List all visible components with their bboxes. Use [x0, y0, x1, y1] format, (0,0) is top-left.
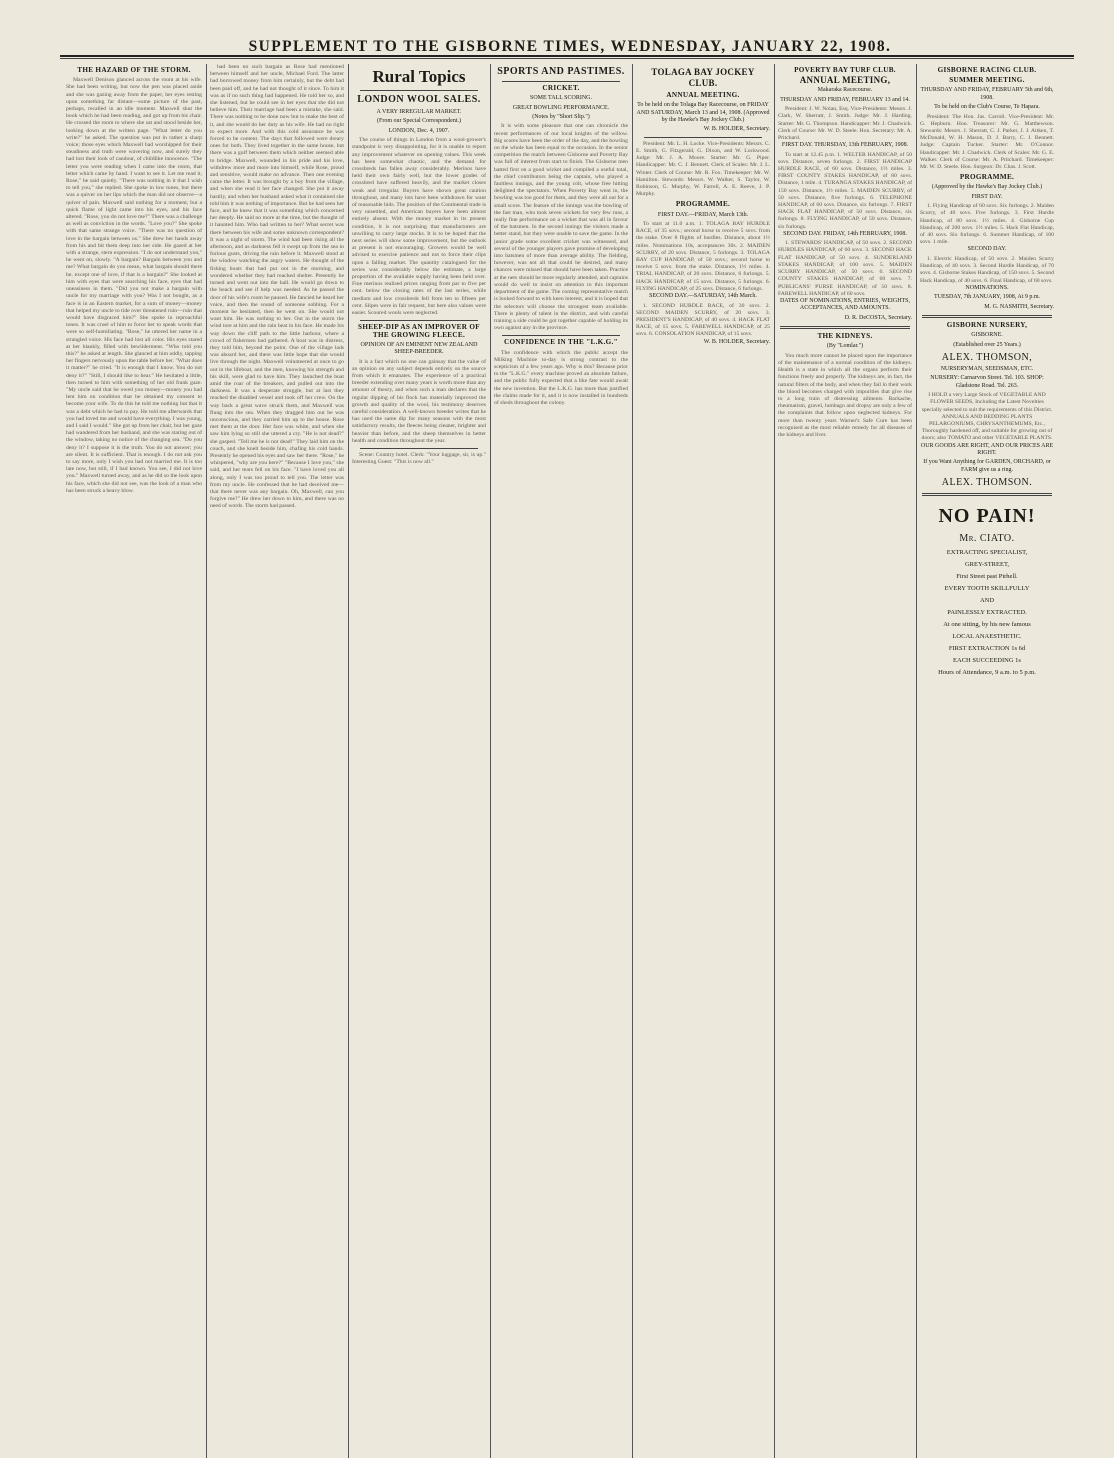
column-rule	[916, 64, 917, 1458]
programme-heading: PROGRAMME.	[959, 173, 1015, 182]
divider	[360, 320, 478, 321]
secretary-signature: W. B. HOLDER, Secretary.	[703, 126, 770, 133]
secretary-signature: D. R. DeCOSTA, Secretary.	[844, 314, 912, 321]
nursery-established: (Established over 25 Years.)	[953, 341, 1021, 348]
column-rule	[490, 64, 491, 1458]
dentist-first-fee: FIRST EXTRACTION 1s 6d	[948, 645, 1026, 653]
masthead-rule	[60, 55, 1074, 57]
cricket-heading: CRICKET.	[542, 84, 580, 92]
race-list: To start at 12.45 p.m. 1. WELTER HANDICAP, of 50 sovs. Distance, seven furlongs. 2. FIRST HANDICAP HURDLE RACE, of 60 sovs. Distance, 1½ miles. 3. FIRST COUNTY STAKES HANDICAP, of 80 sovs. Distance, 1 mile. 4. TURANGA STAKES HANDICAP, of 150 sovs. Distance, 1½ miles. 5. MAIDEN SCURRY, of 50 sovs. Distance, five furlongs. 6. TELEPHONE HANDICAP, of 60 sovs. Distance, six furlongs. 7. FIRST HACK FLAT HANDICAP, of 50 sovs. Distance, six furlongs. 8. FLYING HANDICAP, of 50 sovs. Distance, six furlongs.	[778, 151, 912, 230]
turf-club-heading: POVERTY BAY TURF CLUB.	[794, 66, 896, 74]
dentist-next-fee: EACH SUCCEEDING 1s	[953, 657, 1021, 665]
dentist-claim: EVERY TOOTH SKILLFULLY	[944, 585, 1030, 593]
column-rule	[206, 64, 207, 1458]
nursery-stock: I HOLD a very Large Stock of VEGETABLE AND FLOWER SEEDS, Including the Latest Novelties specially selected to suit the requirements of this District. ANNUALS AND BEDDING PLANTS PELARGONIUMS, CHRYSANTHEMUMS, Etc., Thoroughly hardened off, and suitable for growing out of doors; also TOMATO and other VEGETABLE PLANTS.	[921, 392, 1053, 442]
column-1	[66, 64, 202, 1458]
divider	[502, 81, 620, 82]
masthead: SUPPLEMENT TO THE GISBORNE TIMES, WEDNESDAY, JANUARY 22, 1908.	[248, 38, 892, 55]
divider	[502, 335, 620, 336]
race-list: 1. STEWARDS' HANDICAP, of 50 sovs. 2. SECOND HURDLES HANDICAP, of 60 sovs. 3. SECOND HACK FLAT HANDICAP, of 50 sovs. 4. SUNDERLAND STAKES HANDICAP, of 100 sovs. 5. MAIDEN SCURRY HANDICAP, of 50 sovs. 6. SECOND COUNTY STAKES HANDICAP, of 60 sovs. 7. PUBLICANS' PURSE HANDICAP, of 50 sovs. 8. FAREWELL HANDICAP, of 60 sovs.	[778, 240, 912, 297]
wool-sales-body: The course of things in London from a wool-grower's standpoint is very disappointing, for it is unable to report any improvement whatever on opening values. This week has been somewhat chaotic, and the demand for crossbreds has fallen away considerably. Merinos have held their own fairly well, but the lower grades of crossbred have suffered heavily, and the market closes weak and irregular. Buyers have shown great caution throughout, and many lots have been withdrawn for want of reasonable bids. The position of the Continental trade is very unsettled, and American buyers have been almost entirely absent. With the money market in its present condition, it is not surprising that manufacturers are unwilling to carry large stocks. It is to be hoped that the next series will show some improvement, but the outlook at present is not encouraging. Growers would be well advised to exercise patience and not to force their clips upon a falling market. The quantity catalogued for the series was considerably below the estimate, a large proportion of the available supply having been held over. Fine merinos realised prices ranging from par to five per cent. below the closing rates of the last series, while medium and low crossbreds fell from ten to fifteen per cent. Slipes were in fair request, but here also values were easier. Scoured wools were neglected.	[352, 137, 486, 317]
racing-club-heading: GISBORNE RACING CLUB.	[937, 66, 1037, 74]
race-list: 1. Electric Handicap, of 50 sovs. 2. Maiden Scurry Handicap, of 40 sovs. 3. Second Hurdle Handicap, of 70 sovs. 4. Gisborne Stakes Handicap, of 150 sovs. 5. Second Hack Handicap, of 40 sovs. 6. Final Handicap, of 60 sovs.	[920, 255, 1054, 284]
story-body-continued: had been no such bargain as Rose had mentioned between himself and her uncle, Michael Ford. The latter had borrowed money from him certainly, but the debt had been paid off, and he had not thought of it since. To him it was as if no such thing had happened. He told her so, and she listened, but he could see in her eyes that she did not believe him. Their marriage had been a mistake, she said. There was nothing to be done now but to make the best of it, and she would do her duty as his wife. He had no right to expect more. And with this cold assurance he was forced to be content. The days that followed were dreary ones for both. They lived together in the same house, but there was a gulf between them which neither seemed able to bridge. Maxwell, wounded in his pride and his love, withdrew more and more into himself, while Rose, proud and sensitive, would make no advance. Then one evening came the letter. It was brought by a boy from the village, and when she read it her face changed. She put it away hastily, and when her husband asked what it contained she told him it was nothing of importance. But he had seen her face, and he knew that it was something which concerned her deeply. He said no more at the time, but the thought of it haunted him. Who had written to her? What secret was there between his wife and some unknown correspondent? It was a night of storm. The wind had been rising all the afternoon, and as darkness fell it swept up from the sea in furious gusts, driving the rain before it. Maxwell stood at the window watching the angry waters. He thought of the fishing boats that had put out in the morning, and wondered whether they had reached shelter. Presently he turned and went out into the hall. He would go down to the beach and see if help was needed. As he passed the door of his wife's room he paused. He fancied he heard her voice, and then the sound of someone sobbing. For a moment he hesitated, then he went on. She would not want him. He was nothing to her. Out in the storm the wind tore at him and the rain beat in his face. He made his way down the cliff path to the little harbour, where a crowd of fishermen had gathered. A boat was in distress, they told him, beyond the point. One of the village lads was aboard her, and there was little hope that she would live through the night. Maxwell volunteered at once to go out in the lifeboat, and the men, knowing his strength and his skill, were glad to have him. They launched the boat amid the roar of the breakers, and pulled out into the darkness. It was a desperate struggle, but at last they reached the disabled vessel and took off her crew. On the way back a great wave struck them, and Maxwell was flung into the sea. When they dragged him out he was unconscious, and they carried him up to the house. Rose met them at the door. Her face was white, and when she saw him lying so still she uttered a cry. "He is not dead?" she gasped. "Tell me he is not dead!" They laid him on the couch, and she knelt beside him, chafing his cold hands. Presently he opened his eyes and saw her there. "Rose," he whispered, "why are you here?" "Because I love you," she said, and her tears fell on his face. "I have loved you all along, only I was too proud to tell you. The letter was from my uncle. He confessed that he had deceived me—that there never was any bargain. Oh, Maxwell, can you forgive me?" He drew her down to him, and there was no need of words. The storm had passed.	[210, 64, 344, 510]
dentist-anaesthetic: LOCAL ANAESTHETIC.	[952, 633, 1022, 641]
column-7	[920, 64, 1054, 1458]
divider	[644, 137, 762, 138]
meeting-detail: To be held on the Tolaga Bay Racecourse, on FRIDAY AND SATURDAY, March 13 and 14, 1908. (Approved by the Hawke's Bay Jockey Club.)	[636, 102, 770, 124]
annual-meeting-heading: ANNUAL MEETING.	[666, 91, 740, 99]
divider	[360, 90, 478, 91]
dentist-title: EXTRACTING SPECIALIST,	[946, 549, 1028, 557]
sheep-dip-heading: SHEEP-DIP AS AN IMPROVER OF THE GROWING FLEECE.	[358, 323, 480, 339]
dentist-hours: Hours of Attendance, 9 a.m. to 5 p.m.	[938, 669, 1036, 677]
column-rule	[774, 64, 775, 1458]
programme-heading: PROGRAMME.	[675, 200, 731, 209]
column-2	[210, 64, 344, 1458]
nurseryman-signature: ALEX. THOMSON.	[941, 477, 1033, 489]
wool-subheading: A VERY IRREGULAR MARKET.	[376, 109, 462, 115]
nurseryman-name: ALEX. THOMSON,	[941, 351, 1033, 363]
divider	[360, 448, 478, 449]
dateline: LONDON, Dec. 4, 1907.	[388, 127, 450, 134]
officials-list: President: J. W. Nolan, Esq. Vice-Presidents: Messrs. J. Clark, W. Sherratt, J. Smith. Judge: Mr. J. Harding. Starter: Mr. G. Thompson. Handicapper: Mr. J. Chadwick. Clerk of Course: Mr. W. D. Steele. Hon. Secretary: Mr. A. Pritchard.	[778, 106, 912, 142]
story-body: Maxwell Denison glanced across the room at his wife. She had been writing, but now the pen was placed aside and she was gazing away from the paper, her eyes resting upon something far distant—some picture of the past, perhaps, recalled in an idle moment. Maxwell shut the book which he had been reading, and got up from his chair. He crossed the room to where she sat and stood beside her, looking down at the written page. "What letter do you write?" he asked. The question was put in rather a sharp voice; those eyes which Maxwell had worshipped for their steadiness and truth were wavering now, and surely they had lost their look of candour, of childlike innocence. "The letter you were reading when I came into the room, that letter which came by hand. I want to see it. Let me read it, Rose," he said quietly. "There was nothing in it that I wish to tell you," she replied. She spoke in low tones, but there was a quiver on her lips which the man did not observe—a quiver of pain. Maxwell said nothing for a moment, but a quick flame of light came into his eyes, and his face altered. "Rose, you do not love me?" There was a challenge as well as conviction in the words. "Love you?" She spoke with that same strange voice. "There was no question of love in the bargain between us." She drew her hands away from his and bit them deep into her side. He gazed at her with a strange, stern expression. "I do not understand you," he went on, slowly. "A bargain? Bargain between you and me? What bargain do you mean, what bargain should there be, except one of love, if that is a bargain?" She looked at him with eyes that were searching his face, eyes that had uneasiness in them. "Did you not make a bargain with uncle for my marriage with you? Was I not bought, as a face is in an Eastern market, for a sum of money—money that helped my uncle to tide over threatened ruin—ruin that would have disgraced him?" She spoke in reproachful tones. It was cruel of him to force her to speak words that were so self-humiliating. "Rose," he uttered her name in a strangled voice. His face had lost all color. His eyes stared at her blankly, filled with bewilderment. "Who told you this?" he asked at length. She glanced at him oddly, tapping her fingers nervously upon the table before her. "What does it matter?" he cried. "It is enough that I know. You do not deny it?" "Still, I should like to hear." He hesitated a little, then turned to him with something of her old frank gaze. "My uncle said that he owed you money—money you had lent him on condition that he obtained my consent to become your wife. To do this he told me nothing but that it was a debt which he had to pay. He told me afterwards that you had loved me and would have everything. I was young, and I said I would." She got up from her chair, but her gaze had wandered from her husband, and she was staring out of the window, taking no notice of the changing sea. "Do you deny it? I suppose it is the truth. You do not answer; you are silent. It is sufficient. That is enough. I do not ask you to say more, only I wish you had not married me. It is too late now, but still, if I had known. You see, I did not love you." Maxwell turned away, and as he did so the look upon his face, which she did not see, was the look of a man who has been struck a heavy blow.	[66, 77, 202, 494]
divider	[922, 493, 1052, 496]
nursery-call-to-action: If you Want Anything for GARDEN, ORCHARD, or FARM give us a ring.	[923, 459, 1051, 473]
rural-topics-heading: Rural Topics	[372, 67, 466, 86]
officials-list: President: The Hon. Jas. Carroll. Vice-President: Mr. G. Hepburn. Hon. Treasurer: Mr. G. Matthewson. Stewards: Messrs. J. Sherratt, C. J. Parker, J. J. Aitken, T. McDonald, W. H. Mason, D. J. Barry, C. J. Bennett. Judge: Captain Tucker. Starter: Mr. O'Connor. Handicapper: Mr. J. Chadwick. Clerk of Scales: Mr. G. E. Walker. Clerk of Course: Mr. A. Pritchard. Timekeeper: Mr. W. D. Steele. Hon. Surgeon: Dr. Chas. J. Scott.	[920, 113, 1054, 171]
dentist-location: First Street past Pirhell.	[956, 573, 1018, 581]
lkg-body: The confidence with which the public accept the Milking Machine to-day is strong contrast to the scepticism of a few years ago. Why is this? Because prior to the "L.K.G." every machine proved an absolute failure, and the public fully expected that a like fate would await the new invention. But the L.K.G. has more than justified the claims made for it, and it is now installed in hundreds of sheds throughout the colony.	[494, 349, 628, 406]
column-rule	[348, 64, 349, 1458]
annual-meeting-heading: ANNUAL MEETING,	[799, 75, 891, 86]
cricket-subheading: SOME TALL SCORING.	[529, 95, 593, 102]
first-day-heading: FIRST DAY.	[971, 193, 1003, 200]
race-list: To start at 11.0 a.m. 1. TOLAGA BAY HURDLE RACE, of 35 sovs.; second horse to receive 5 sovs. from the stake. Over 8 flights of hurdles. Distance, about 1½ miles. Nominations 10s, acceptances 30s. 2. MAIDEN SCURRY, of 20 sovs. Distance, 5 furlongs. 3. TOLAGA BAY CUP HANDICAP, of 50 sovs.; second horse to receive 5 sovs. from the stake. Distance, 1½ miles. 4. TRIAL HANDICAP, of 20 sovs. Distance, 6 furlongs. 5. HACK HANDICAP, of 15 sovs. Distance, 5 furlongs. 6. FLYING HANDICAP, of 25 sovs. Distance, 6 furlongs.	[636, 221, 770, 292]
dentist-claim-and: AND	[979, 597, 995, 605]
masthead-rule-thin	[60, 58, 1074, 59]
sheep-dip-subheading: OPINION OF AN EMINENT NEW ZEALAND SHEEP-BREEDER.	[360, 341, 478, 356]
nominations-heading: NOMINATIONS.	[965, 284, 1009, 291]
meeting-dates: THURSDAY AND FRIDAY, FEBRUARY 5th and 6th, 1908.	[920, 87, 1054, 101]
column-5	[636, 64, 770, 1458]
divider	[922, 315, 1052, 318]
first-day-heading: FIRST DAY.—FRIDAY, March 13th.	[657, 211, 749, 218]
summer-meeting-heading: SUMMER MEETING.	[949, 76, 1025, 85]
race-list: 1. SECOND HURDLE RACE, of 30 sovs. 2. SECOND MAIDEN SCURRY, of 20 sovs. 3. PRESIDENT'S HANDICAP, of 40 sovs. 4. HACK FLAT RACE, of 15 sovs. 5. FAREWELL HANDICAP, of 25 sovs. 6. CONSOLATION HANDICAP, of 15 sovs.	[636, 302, 770, 338]
dentist-sitting: At one sitting, by his new famous	[943, 621, 1031, 629]
cricket-byline: (Notes by "Short Slip.")	[532, 114, 590, 121]
column-4	[494, 64, 628, 1458]
no-pain-headline: NO PAIN!	[938, 505, 1036, 528]
cricket-body: It is with some pleasure that one can chronicle the recent performances of our local knights of the willow. Big scores have been the order of the day, and the bowling on the whole has been equal to the occasion. In the senior competition the match between Gisborne and Poverty Bay was full of interest from start to finish. The Gisborne men batted first on a good wicket and compiled a useful total, the chief contributors being the captain, who played a faultless innings, and the young colt, whose free hitting delighted the spectators. When Poverty Bay went in, the bowling was too good for them, and they were all out for a small score. The feature of the innings was the bowling of the fast man, who took seven wickets for very few runs, a really fine performance on a wicket that was all in favour of the batsmen. In the second innings the visitors made a better stand, but they were unable to save the game. In the junior grade some excellent cricket was witnessed, and several of the younger players gave promise of developing into batsmen of more than average ability. The fielding, however, was not all that could be desired, and many chances were missed that should have been taken. Practice at the nets should be more regularly attended, and captains would do well to insist on attention to this important department of the game. The coming representative match is looked forward to with keen interest, and it is hoped that the selectors will choose the strongest team available. There is plenty of talent in the district, and with careful training a side could be got together capable of holding its own against any in the province.	[494, 123, 628, 332]
first-day-heading: FIRST DAY. THURSDAY, 13th FEBRUARY, 1908.	[781, 142, 909, 149]
correspondent-note: (From our Special Correspondent.)	[377, 118, 461, 125]
dentist-name: Mr. CIATO.	[959, 533, 1015, 545]
second-day-heading: SECOND DAY.	[967, 246, 1007, 253]
approval-note: (Approved by the Hawke's Bay Jockey Club.)	[931, 184, 1043, 191]
column-rule	[632, 64, 633, 1458]
nursery-slogan: OUR GOODS ARE RIGHT, AND OUR PRICES ARE RIGHT.	[920, 442, 1054, 456]
meeting-place: Makaraka Racecourse.	[817, 87, 873, 94]
nominations-detail: TUESDAY, 7th JANUARY, 1908, At 9 p.m.	[933, 294, 1041, 301]
cricket-subheading-2: GREAT BOWLING PERFORMANCE.	[512, 104, 610, 111]
secretary-signature: M. G. NASMITH, Secretary.	[984, 303, 1054, 310]
nurseryman-trade: NURSERYMAN, SEEDSMAN, ETC.	[940, 365, 1034, 372]
nursery-town: GISBORNE.	[971, 332, 1003, 339]
officials-list: President: Mr. L. H. Locke. Vice-Presidents: Messrs. C. E. Smith, G. Fitzgerald, G. Dixon, and W. Lockwood. Judge: Mr. J. A. Moore. Starter: Mr. G. Piper. Handicapper: Mr. C. J. Bennett. Clerk of Scales: Mr. J. L. Winter. Clerk of Course: Mr. R. Fox. Timekeeper: Mr. W. Hamilton. Stewards: Messrs. W. Walker, S. Taylor, W. Robinson, G. Murphy, W. Farrell, A. E. Reeve, J. P. Murphy.	[636, 140, 770, 198]
kidneys-body: You much more cannot be placed upon the importance of the maintenance of a normal condition of the kidneys. Health is a state in which all the organs perform their functions freely and properly. The kidneys are, in fact, the natural filters of the body, and when they fail in their work the blood becomes charged with impurities that give rise to a long train of distressing ailments. Backache, rheumatism, gravel, lumbago and dropsy are only a few of the complaints that follow upon neglected kidneys. For more than twenty years Warner's Safe Cure has been recognised as the most reliable remedy for all diseases of the kidneys and liver.	[778, 352, 912, 438]
second-day-heading: SECOND DAY. FRIDAY, 14th FEBRUARY, 1908.	[783, 230, 907, 237]
tolaga-club-heading: TOLAGA BAY JOCKEY CLUB.	[651, 67, 755, 88]
story-heading: THE HAZARD OF THE STORM.	[77, 66, 191, 74]
dates-heading: DATES OF NOMINATIONS, ENTRIES, WEIGHTS, ACCEPTANCES, AND AMOUNTS.	[779, 297, 911, 312]
column-3	[352, 64, 486, 1458]
sheep-dip-body: It is a fact which no one can gainsay that the value of an opinion on any subject depends entirely on the source from which it emanates. The experience of a practical breeder extending over many years is worth more than any amount of theory, and when such a man declares that the regular dipping of his flock has materially improved the growth and quality of the wool, his testimony deserves careful consideration. A well-known breeder writes that he has used the same dip for many seasons with the most satisfactory results, the fleeces being cleaner, brighter and heavier than before, and the sheep themselves in better health and condition throughout the year.	[352, 358, 486, 444]
humour-snippet: Scene: Country hotel. Clerk: "Your luggage, sir, is up." Interesting Guest: "This is now all."	[352, 451, 486, 466]
secretary-signature: W. B. HOLDER, Secretary.	[703, 338, 770, 345]
nursery-heading: GISBORNE NURSERY,	[946, 320, 1028, 329]
nursery-addresses: NURSERY: Carnarvon Street. Tel. 103. SHOP: Gladstone Road. Tel. 263.	[930, 375, 1044, 389]
wool-sales-heading: LONDON WOOL SALES.	[357, 94, 481, 105]
sports-heading: SPORTS AND PASTIMES.	[497, 66, 625, 77]
divider	[780, 326, 910, 329]
meeting-dates: THURSDAY AND FRIDAY, FEBRUARY 13 and 14.	[780, 96, 910, 103]
meeting-detail: To be held on the Club's Course, Te Hapara.	[934, 104, 1040, 111]
second-day-heading: SECOND DAY.—SATURDAY, 14th March.	[649, 293, 757, 300]
column-6	[778, 64, 912, 1458]
race-list: 1. Flying Handicap of 60 sovs. Six furlongs. 2. Maiden Scurry, of 40 sovs. Five furlongs. 3. First Hurdle Handicap, of 80 sovs. 1½ miles. 4. Gisborne Cup Handicap, of 200 sovs. 1½ miles. 5. Hack Flat Handicap, of 40 sovs. Six furlongs. 6. Summer Handicap, of 100 sovs. 1 mile.	[920, 203, 1054, 246]
lkg-heading: CONFIDENCE IN THE "L.K.G."	[504, 338, 618, 347]
kidneys-byline: (By "Lomlar.")	[826, 343, 864, 350]
dentist-street: GREY-STREET,	[964, 561, 1010, 569]
kidneys-heading: THE KIDNEYS.	[817, 332, 873, 341]
dentist-claim-painless: PAINLESSLY EXTRACTED.	[947, 609, 1027, 617]
